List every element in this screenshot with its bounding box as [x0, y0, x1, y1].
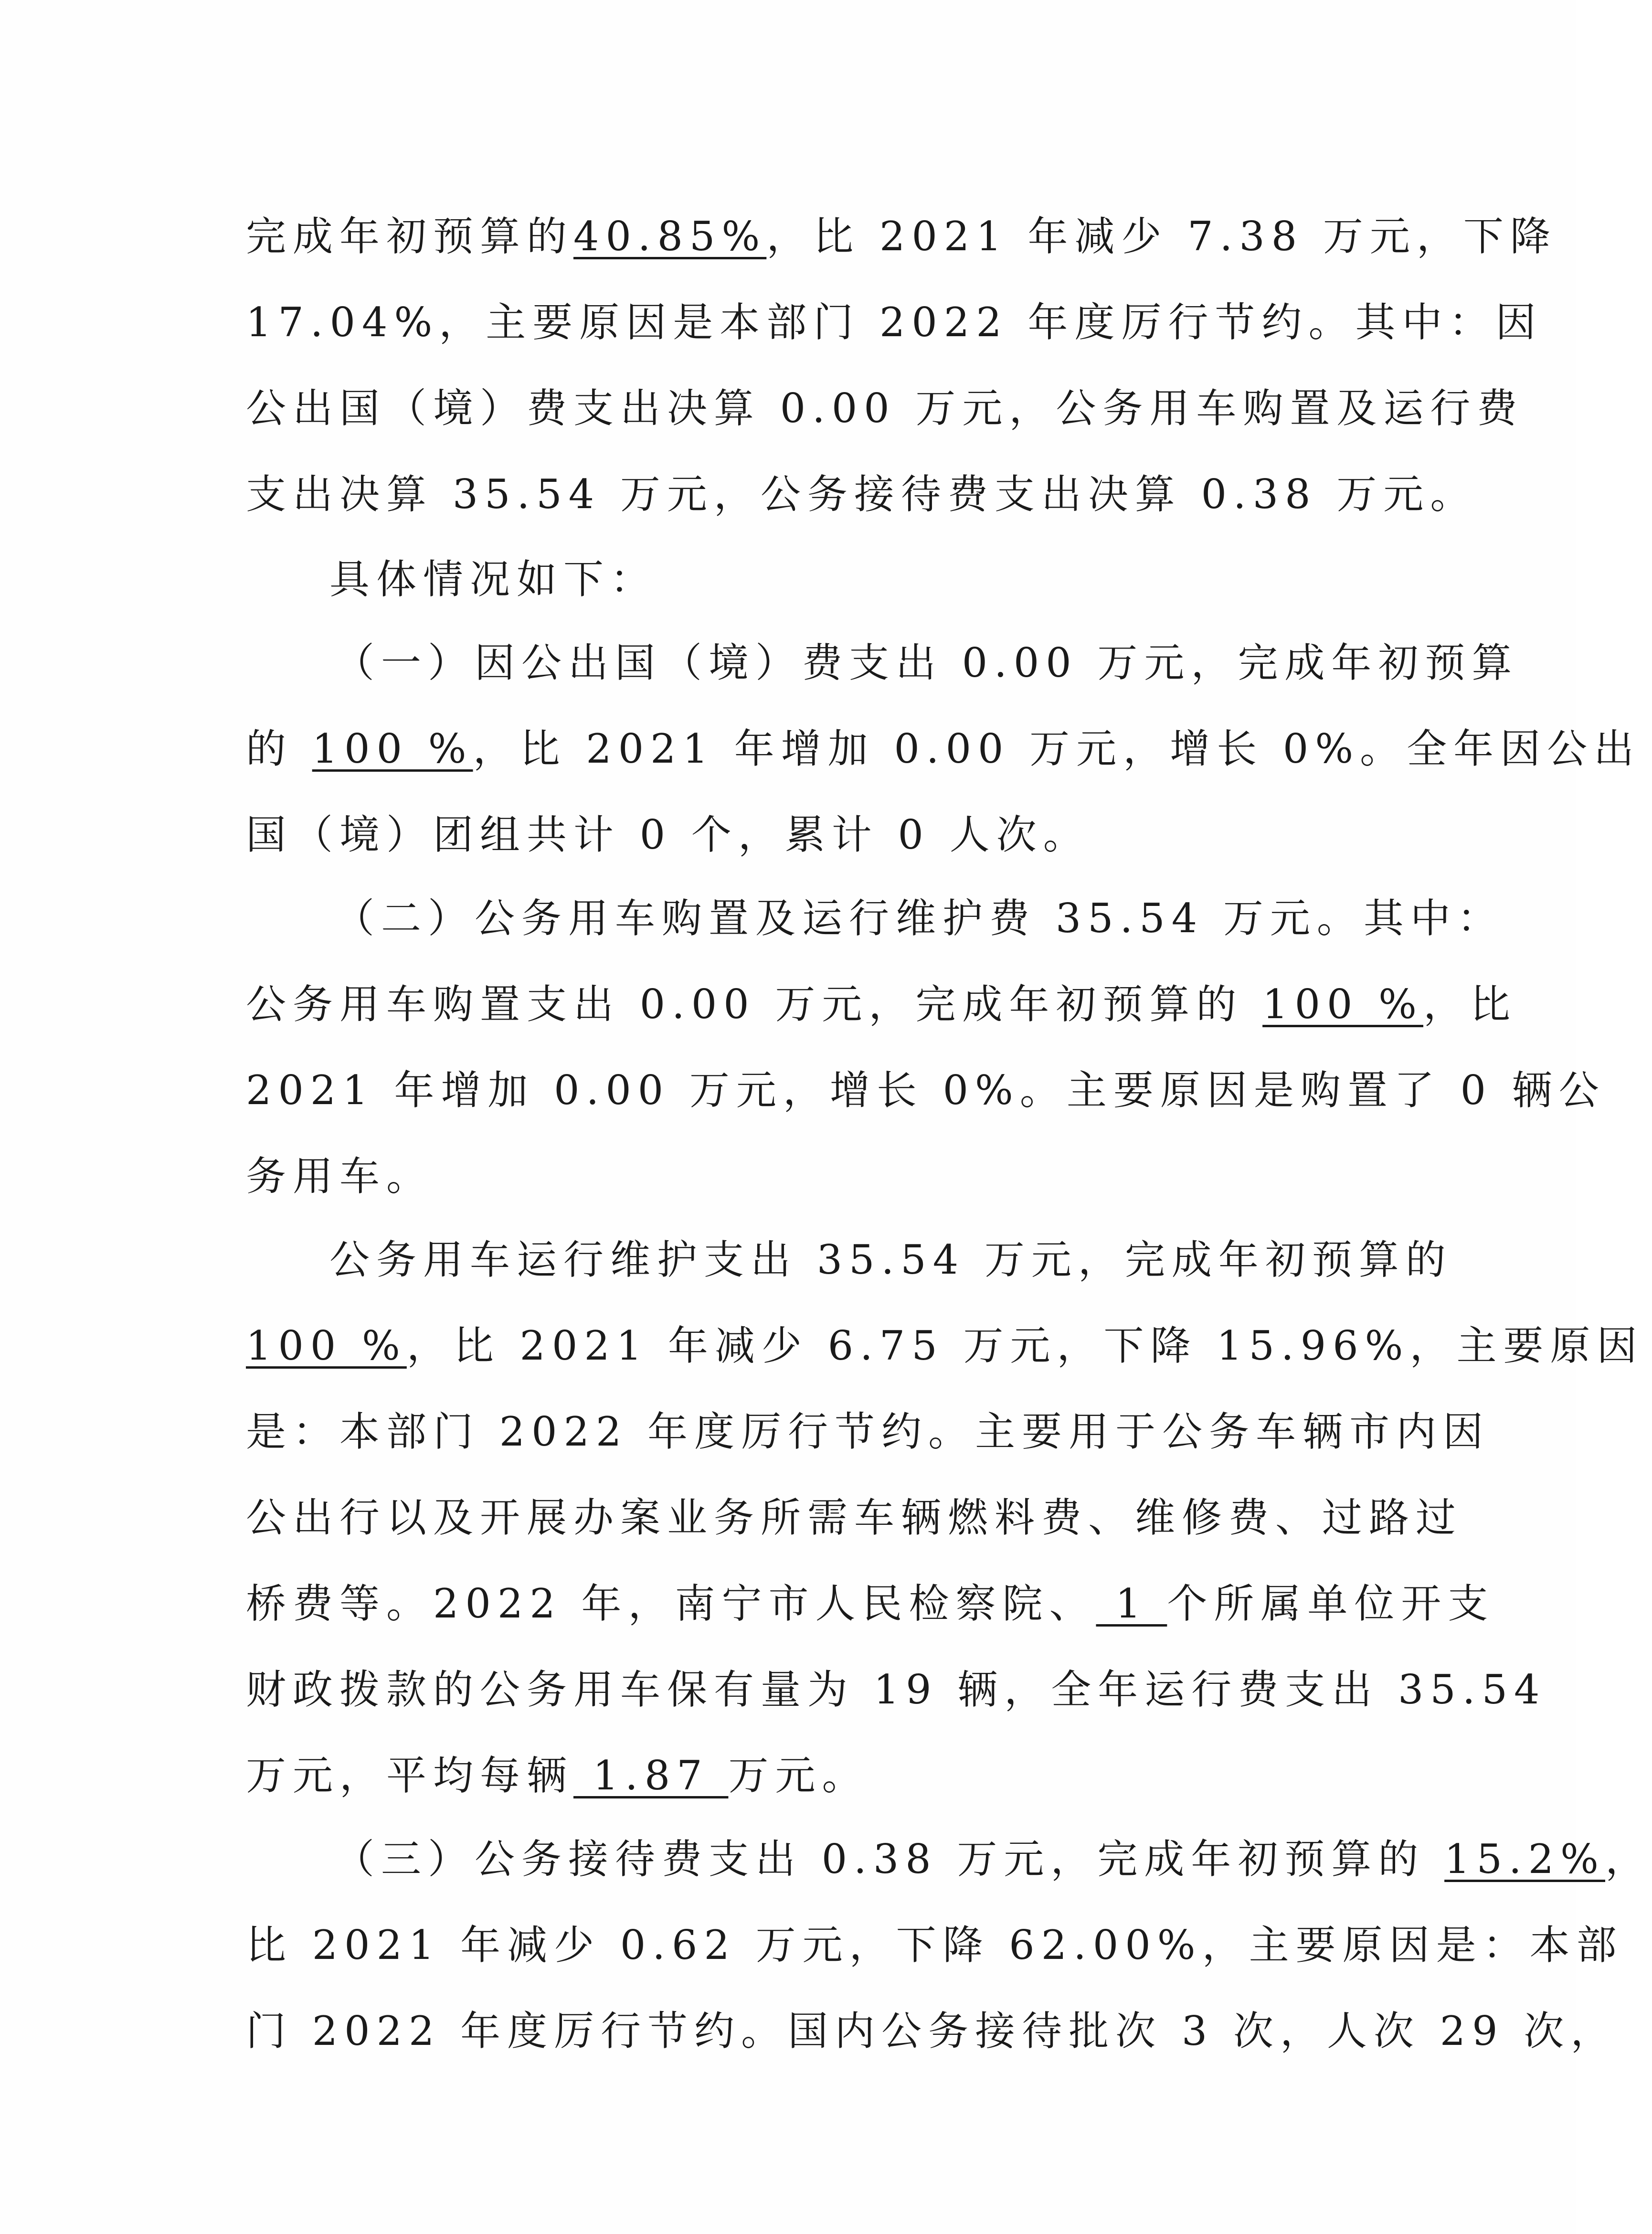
text-segment: 门 2022 年度厉行节约。国内公务接待批次 3 次，人次 29 次， — [246, 2008, 1618, 2054]
text-line — [246, 1317, 1643, 1374]
text-line — [246, 1575, 1494, 1632]
text-segment: ， — [1605, 1836, 1652, 1883]
text-segment: 支出决算 35.54 万元，公务接待费支出决算 0.38 万元。 — [246, 471, 1477, 518]
underlined-value: 100 % — [312, 725, 473, 772]
text-segment: （二）公务用车购置及运行维护费 35.54 万元。其中： — [334, 895, 1504, 942]
text-segment: 具体情况如下： — [329, 556, 657, 603]
text-line — [246, 720, 1641, 777]
text-segment: 万元。 — [728, 1752, 869, 1799]
text-line — [246, 806, 1090, 863]
text-line — [246, 976, 1517, 1033]
text-line — [246, 466, 1477, 523]
text-line — [329, 1231, 1452, 1288]
text-line — [246, 294, 1542, 351]
text-line — [334, 634, 1518, 691]
text-segment: 桥费等。2022 年，南宁市人民检察院、 — [246, 1580, 1096, 1627]
underlined-value: 40.85% — [573, 213, 767, 260]
text-segment: 公务用车购置支出 0.00 万元，完成年初预算的 — [246, 981, 1263, 1028]
underlined-value: 100 % — [246, 1322, 407, 1369]
underlined-value: 1.87 — [573, 1752, 729, 1799]
text-segment: ，比 2021 年减少 7.38 万元，下降 — [766, 213, 1557, 260]
text-line — [246, 1489, 1462, 1546]
underlined-value: 15.2% — [1444, 1836, 1605, 1883]
text-segment: 2021 年增加 0.00 万元，增长 0%。主要原因是购置了 0 辆公 — [246, 1067, 1606, 1114]
text-line — [246, 1403, 1490, 1460]
text-line — [246, 1916, 1623, 1974]
text-line — [246, 208, 1557, 265]
text-line — [246, 1661, 1546, 1718]
text-segment: 公务用车运行维护支出 35.54 万元，完成年初预算的 — [329, 1236, 1452, 1283]
text-segment: 公出国（境）费支出决算 0.00 万元，公务用车购置及运行费 — [246, 385, 1524, 432]
underlined-value: 1 — [1096, 1580, 1167, 1627]
text-line — [334, 1830, 1652, 1888]
underlined-value: 100 % — [1262, 981, 1423, 1028]
text-segment: 公出行以及开展办案业务所需车辆燃料费、维修费、过路过 — [246, 1494, 1463, 1541]
text-segment: 万元，平均每辆 — [246, 1752, 574, 1799]
text-line — [246, 1062, 1606, 1119]
text-segment: 务用车。 — [246, 1153, 434, 1200]
text-segment: 是：本部门 2022 年度厉行节约。主要用于公务车辆市内因 — [246, 1408, 1490, 1455]
text-segment: 财政拨款的公务用车保有量为 19 辆，全年运行费支出 35.54 — [246, 1666, 1546, 1713]
text-line — [246, 2002, 1617, 2060]
text-segment: ，比 — [1423, 981, 1517, 1028]
text-segment: （三）公务接待费支出 0.38 万元，完成年初预算的 — [334, 1836, 1445, 1883]
text-segment: （一）因公出国（境）费支出 0.00 万元，完成年初预算 — [334, 639, 1519, 686]
text-line — [329, 551, 657, 608]
text-segment: ，比 2021 年增加 0.00 万元，增长 0%。全年因公出 — [473, 725, 1641, 772]
text-segment: ，比 2021 年减少 6.75 万元，下降 15.96%，主要原因 — [406, 1322, 1644, 1369]
text-segment: 的 — [246, 725, 312, 772]
text-segment: 完成年初预算的 — [246, 213, 574, 260]
text-segment: 国（境）团组共计 0 个，累计 0 人次。 — [246, 811, 1090, 858]
text-line — [246, 1747, 868, 1804]
text-segment: 17.04%，主要原因是本部门 2022 年度厉行节约。其中：因 — [246, 299, 1543, 346]
text-segment: 比 2021 年减少 0.62 万元，下降 62.00%，主要原因是：本部 — [246, 1922, 1623, 1968]
text-segment: 个所属单位开支 — [1167, 1580, 1495, 1627]
text-line — [246, 380, 1524, 437]
text-line — [246, 1148, 433, 1205]
text-line — [334, 890, 1504, 947]
